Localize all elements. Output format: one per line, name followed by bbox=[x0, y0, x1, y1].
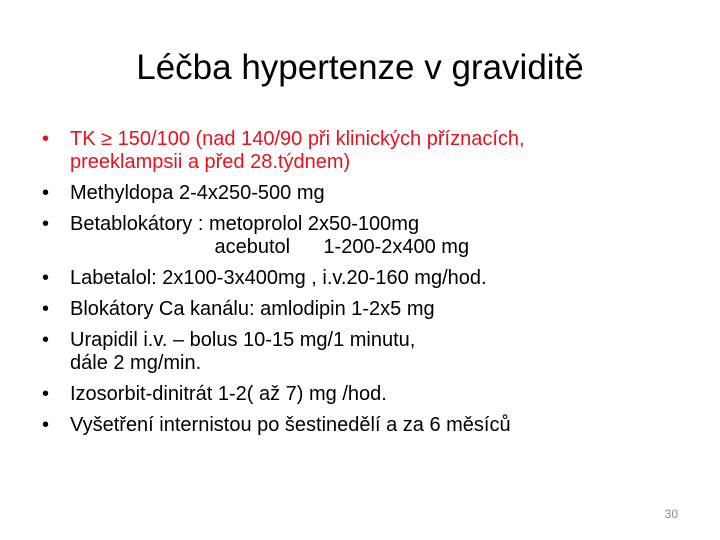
bullet-text-continued: dále 2 mg/min. bbox=[70, 352, 202, 374]
bullet-list bbox=[40, 128, 700, 445]
bullet-text: Blokátory Ca kanálu: amlodipin 1-2x5 mg bbox=[70, 298, 435, 320]
bullet-text: Methyldopa 2-4x250-500 mg bbox=[70, 182, 325, 204]
bullet-item bbox=[40, 329, 700, 375]
bullet-item bbox=[40, 128, 700, 174]
bullet-text: TK ≥ 150/100 (nad 140/90 při klinických příznacích, bbox=[70, 128, 525, 150]
bullet-item bbox=[40, 182, 700, 205]
bullet-marker: • bbox=[42, 213, 50, 235]
bullet-item bbox=[40, 414, 700, 437]
bullet-marker: • bbox=[42, 267, 50, 289]
bullet-marker: • bbox=[42, 182, 50, 204]
bullet-text: Vyšetření internistou po šestinedělí a za 6 měsíců bbox=[70, 414, 511, 436]
bullet-text: Labetalol: 2x100-3x400mg , i.v.20-160 mg/hod. bbox=[70, 267, 487, 289]
bullet-marker: • bbox=[42, 128, 50, 150]
slide-title: Léčba hypertenze v graviditě bbox=[136, 48, 584, 87]
bullet-text-continued: acebutol 1-200-2x400 mg bbox=[70, 236, 470, 258]
bullet-item bbox=[40, 213, 700, 259]
bullet-text-continued: preeklampsii a před 28.týdnem) bbox=[70, 151, 351, 173]
bullet-marker: • bbox=[42, 329, 50, 351]
bullet-item bbox=[40, 267, 700, 290]
bullet-text: Urapidil i.v. – bolus 10-15 mg/1 minutu, bbox=[70, 329, 416, 351]
bullet-marker: • bbox=[42, 383, 50, 405]
bullet-item bbox=[40, 383, 700, 406]
bullet-text: Izosorbit-dinitrát 1-2( až 7) mg /hod. bbox=[70, 383, 387, 405]
bullet-marker: • bbox=[42, 298, 50, 320]
bullet-item bbox=[40, 298, 700, 321]
bullet-text: Betablokátory : metoprolol 2x50-100mg bbox=[70, 213, 420, 235]
bullet-marker: • bbox=[42, 414, 50, 436]
page-number: 30 bbox=[664, 507, 678, 521]
